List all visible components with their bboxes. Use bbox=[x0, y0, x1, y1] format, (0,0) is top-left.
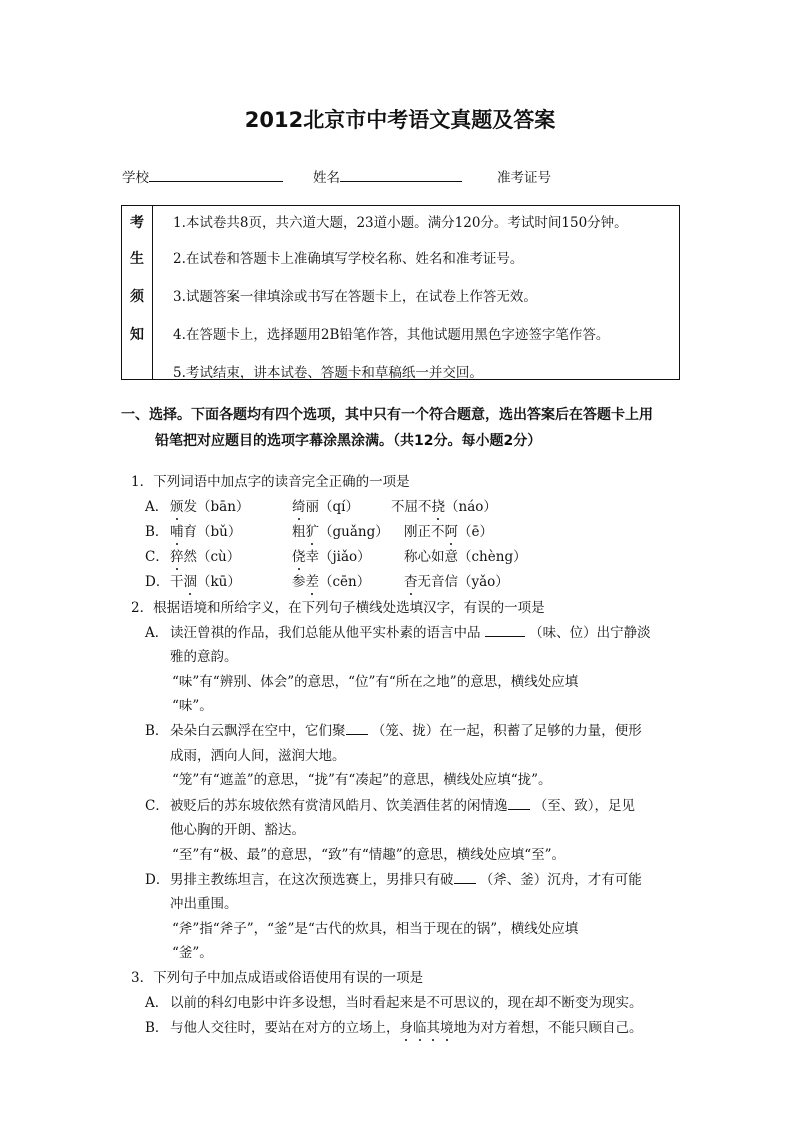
school-blank bbox=[149, 167, 283, 182]
fill-blank bbox=[508, 795, 530, 810]
q2-b-explain: “笼”有“遮盖”的意思，“拢”有“凑起”的意思，横线处应填“拢”。 bbox=[172, 772, 552, 788]
question-1-stem: 1．下列词语中加点字的读音完全正确的一项是 bbox=[131, 474, 410, 490]
dotted-char: 身 bbox=[400, 1016, 414, 1036]
option-label: B． bbox=[145, 1020, 169, 1036]
q2-a-line: 读汪曾祺的作品，我们总能从他平实朴素的语言中品 （味、位）出宁静淡 bbox=[170, 621, 651, 641]
dotted-char: 犷 bbox=[306, 520, 320, 540]
q3-a-line: 以前的科幻电影中许多设想，当时看起来是不可思议的，现在却不断变为现实。 bbox=[170, 995, 643, 1011]
exam-id-field bbox=[497, 166, 551, 186]
notice-heading bbox=[122, 206, 153, 379]
q2-d-explain: “斧”指“斧子”，“釜”是“古代的炊具，相当于现在的锅”，横线处应填 bbox=[172, 921, 579, 937]
option-label: D． bbox=[145, 872, 170, 888]
question-2-stem: 2．根据语境和所给字义，在下列句子横线处选填汉字，有误的一项是 bbox=[131, 600, 545, 616]
school-label: 学校 bbox=[122, 170, 149, 186]
option-label: B． bbox=[145, 524, 169, 540]
notice-item: 2.在试卷和答题卡上准确填写学校名称、姓名和准考证号。 bbox=[173, 251, 524, 267]
q3-b-line: 与他人交往时，要站在对方的立场上，身临其境地为对方着想，不能只顾自己。 bbox=[170, 1016, 643, 1036]
dotted-char: 杳 bbox=[404, 570, 418, 590]
q2-d-line: 冲出重围。 bbox=[170, 896, 238, 912]
word-item: 猝然（cù） bbox=[170, 545, 240, 565]
fill-blank bbox=[485, 622, 525, 637]
page-title: 2012北京市中考语文真题及答案 bbox=[244, 108, 556, 132]
option-label: B． bbox=[145, 723, 169, 739]
word-item: 干涸（kū） bbox=[170, 570, 241, 590]
dotted-char: 涸 bbox=[184, 570, 198, 590]
q2-d-line: 男排主教练坦言，在这次预选赛上，男排只有破 （斧、釜）沉舟，才有可能 bbox=[170, 868, 642, 888]
option-label: D． bbox=[145, 574, 170, 590]
word-item: 刚正不阿（ē） bbox=[404, 520, 493, 540]
option-label: A． bbox=[145, 625, 169, 641]
name-blank bbox=[340, 167, 462, 182]
notice-item: 1.本试卷共8页，共六道大题，23道小题。满分120分。考试时间150分钟。 bbox=[173, 215, 628, 231]
dotted-char: 挠 bbox=[432, 495, 446, 515]
q2-c-line: 被贬后的苏东坡依然有赏清风皓月、饮美酒佳茗的闲情逸 （至、致），足见 bbox=[170, 794, 635, 814]
fill-blank bbox=[346, 720, 368, 735]
option-label: C． bbox=[145, 798, 169, 814]
q2-b-line: 成雨，洒向人间，滋润大地。 bbox=[170, 748, 346, 764]
dotted-char: 阿 bbox=[445, 520, 459, 540]
option-label: A． bbox=[145, 995, 169, 1011]
word-item: 杳无音信（yǎo） bbox=[404, 570, 509, 590]
word-item: 绮丽（qí） bbox=[292, 495, 359, 515]
section-heading-cont: 铅笔把对应题目的选项字幕涂黑涂满。（共12分。每小题2分） bbox=[155, 433, 542, 449]
notice-item: 4.在答题卡上，选择题用2B铅笔作答，其他试题用黑色字迹签字笔作答。 bbox=[173, 327, 610, 343]
q2-b-line: 朵朵白云飘浮在空中，它们聚 （笼、拢）在一起，积蓄了足够的力量，便形 bbox=[170, 719, 642, 739]
notice-item: 5.考试结束，讲本试卷、答题卡和草稿纸一并交回。 bbox=[173, 365, 483, 381]
dotted-char: 其 bbox=[427, 1016, 441, 1036]
q2-a-explain: “味”有“辨别、体会”的意思，“位”有“所在之地”的意思，横线处应填 bbox=[172, 674, 579, 690]
dotted-char: 临 bbox=[413, 1016, 427, 1036]
notice-heading-char: 知 bbox=[130, 327, 144, 343]
dotted-char: 颁 bbox=[170, 495, 184, 515]
question-3-stem: 3．下列句子中加点成语或俗语使用有误的一项是 bbox=[131, 970, 424, 986]
dotted-char: 哺 bbox=[170, 520, 184, 540]
name-field bbox=[313, 166, 462, 186]
dotted-char: 境 bbox=[440, 1016, 454, 1036]
option-label: A． bbox=[145, 499, 169, 515]
section-heading: 一、选择。下面各题均有四个选项，其中只有一个符合题意，选出答案后在答题卡上用 bbox=[121, 407, 653, 423]
word-item: 不屈不挠（náo） bbox=[391, 495, 497, 515]
dotted-char: 绮 bbox=[292, 495, 306, 515]
idiom-text: 不可思议 bbox=[426, 995, 481, 1011]
notice-heading-char: 生 bbox=[130, 251, 144, 267]
notice-box bbox=[121, 205, 680, 380]
name-label: 姓名 bbox=[313, 170, 340, 186]
dotted-char: 猝 bbox=[170, 545, 184, 565]
q2-c-explain: “至”有“极、最”的意思，“致”有“情趣”的意思，横线处应填“至”。 bbox=[172, 847, 566, 863]
exam-id-label: 准考证号 bbox=[497, 170, 551, 186]
fill-blank bbox=[454, 869, 476, 884]
word-item: 称心如意（chèng） bbox=[404, 549, 527, 565]
q2-a-explain: “味”。 bbox=[172, 698, 213, 714]
notice-heading-char: 考 bbox=[130, 215, 144, 231]
word-item: 粗犷（guǎng） bbox=[292, 520, 389, 540]
q2-c-line: 他心胸的开朗、豁达。 bbox=[170, 822, 305, 838]
word-item: 参差（cēn） bbox=[292, 570, 370, 590]
q2-a-line: 雅的意韵。 bbox=[170, 649, 238, 665]
word-item: 哺育（bǔ） bbox=[170, 520, 241, 540]
word-item: 颁发（bān） bbox=[170, 495, 249, 515]
dotted-char: 侥 bbox=[292, 545, 306, 565]
dotted-char: 差 bbox=[306, 570, 320, 590]
q2-d-explain: “釜”。 bbox=[172, 945, 213, 961]
notice-heading-char: 须 bbox=[130, 289, 144, 305]
word-item: 侥幸（jiǎo） bbox=[292, 545, 371, 565]
idiom-text bbox=[400, 1020, 454, 1036]
notice-item: 3.试题答案一律填涂或书写在答题卡上，在试卷上作答无效。 bbox=[173, 289, 537, 305]
school-field bbox=[122, 166, 283, 186]
option-label: C． bbox=[145, 549, 169, 565]
